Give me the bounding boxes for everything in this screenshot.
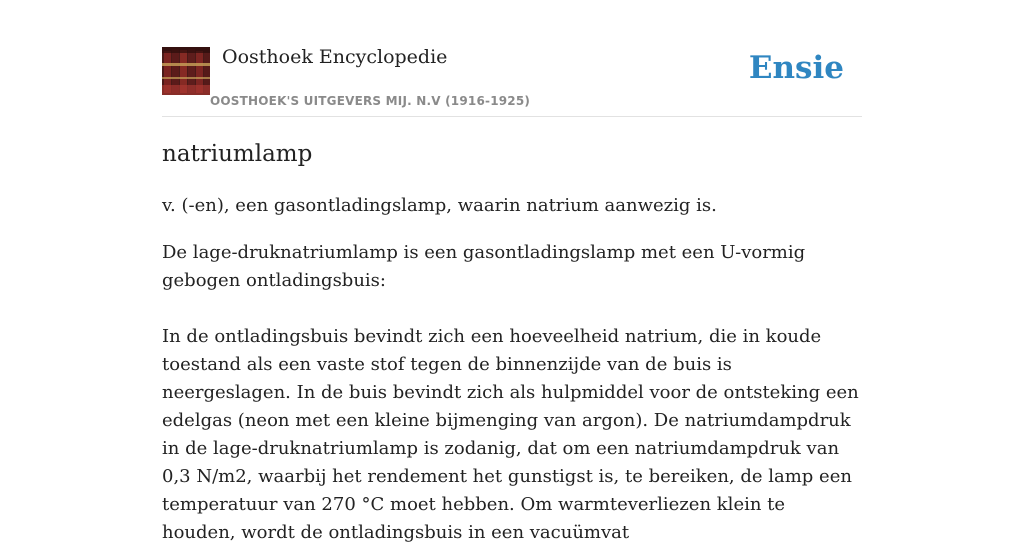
definition-paragraph: v. (-en), een gasontladingslamp, waarin natrium aanwezig is. — [162, 195, 717, 216]
entry-title: natriumlamp — [162, 141, 313, 167]
body-paragraph: In de ontladingsbuis bevindt zich een hoeveelheid natrium, die in koude toestand als een vaste stof tegen de binnenzijde van de buis is neergeslagen. In de buis bevindt zich als hulpmiddel voor de ontsteking een edelgas (neon met een kleine bijmenging van argon). De natriumdampdruk in de lage-druknatriumlamp is zodanig, dat om een natriumdampdruk van 0,3 N/m2, waarbij het rendement het gunstigst is, te bereiken, de lamp een temperatuur van 270 °C moet hebben. Om warmteverliezen klein te houden, wordt de ontladingsbuis in een vacuümvat — [162, 326, 859, 543]
source-title[interactable]: Oosthoek Encyclopedie — [222, 46, 448, 68]
site-header — [162, 0, 862, 117]
encyclopedia-books-icon — [162, 47, 210, 95]
brand-logo[interactable]: Ensie — [748, 50, 844, 86]
source-avatar[interactable] — [162, 47, 210, 95]
source-publisher: OOSTHOEK'S UITGEVERS MIJ. N.V (1916-1925) — [210, 94, 531, 108]
article — [162, 138, 862, 547]
body-paragraph: De lage-druknatriumlamp is een gasontladingslamp met een U-vormig gebogen ontladingsbuis: — [162, 242, 806, 291]
